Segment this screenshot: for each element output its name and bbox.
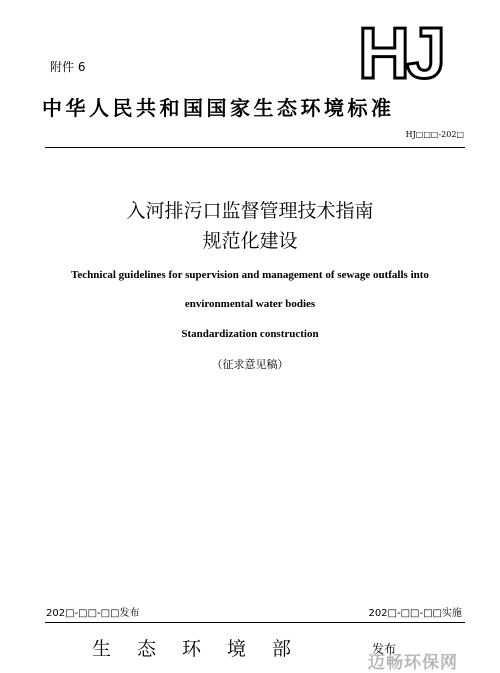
english-title-line-2: environmental water bodies	[184, 298, 316, 310]
attachment-label: 附件 6	[50, 60, 86, 74]
chinese-title-line-1: 入河排污口监督管理技术指南	[126, 200, 374, 222]
publish-label: 发布	[372, 642, 397, 656]
draft-note: （征求意见稿）	[211, 358, 289, 371]
standard-number: HJ□□□-202□	[405, 130, 464, 139]
chinese-title-line-2: 规范化建设	[202, 230, 298, 252]
bottom-rule	[45, 622, 465, 623]
issuing-ministry: 生态环境部	[92, 638, 318, 660]
english-title-line-1: Technical guidelines for supervision and management of sewage outfalls into	[71, 269, 429, 281]
issue-date: 202□-□□-□□发布	[46, 608, 140, 619]
implementation-date: 202□-□□-□□实施	[368, 608, 462, 619]
hj-logo: HJ	[358, 14, 443, 94]
watermark: 迈畅环保网	[368, 653, 458, 673]
english-subtitle: Standardization construction	[181, 328, 319, 340]
top-rule	[45, 147, 465, 148]
standard-title: 中华人民共和国国家生态环境标准	[42, 96, 395, 120]
